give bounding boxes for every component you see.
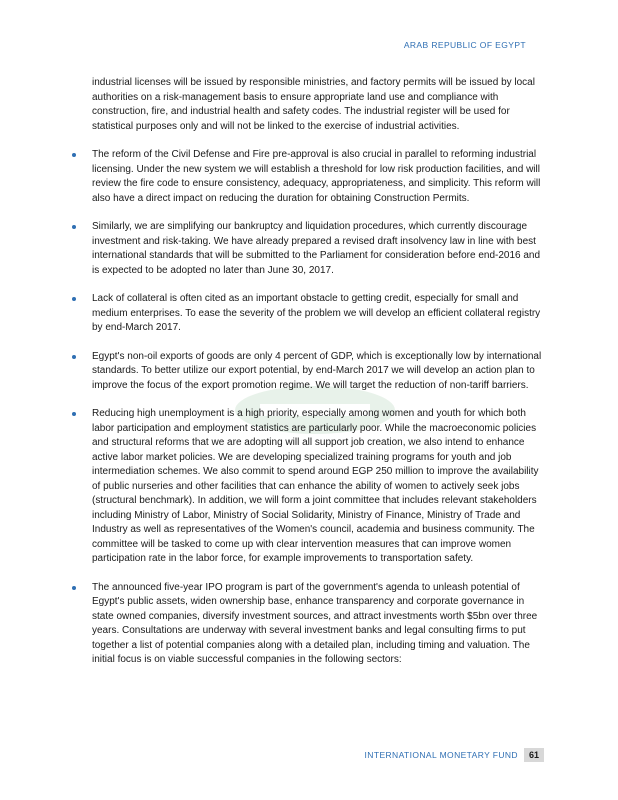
- list-item: [92, 292, 544, 336]
- footer-text: INTERNATIONAL MONETARY FUND: [364, 750, 518, 760]
- bullet-icon: [72, 153, 76, 157]
- list-item: [92, 407, 544, 567]
- page-number: 61: [524, 748, 544, 762]
- list-item: [92, 350, 544, 394]
- list-item-text: The reform of the Civil Defense and Fire pre-approval is also crucial in parallel to reforming industrial licensing. Under the new system we will establish a threshold for low risk production facilities, and will review the fire code to ensure consistency, adequacy, appropriateness, and simplicity. This reform will also have a direct impact on reducing the duration for obtaining Construction Permits.: [92, 149, 541, 204]
- bullet-icon: [72, 225, 76, 229]
- list-item: [92, 581, 544, 668]
- list-item-text: Lack of collateral is often cited as an important obstacle to getting credit, especially for small and medium enterprises. To ease the severity of the problem we will develop an efficient collateral registry by end-March 2017.: [92, 293, 541, 333]
- bullet-icon: [72, 297, 76, 301]
- page-footer: [365, 748, 544, 762]
- document-body: [92, 76, 544, 682]
- bullet-icon: [72, 355, 76, 359]
- list-item: [92, 220, 544, 278]
- list-item-text: Egypt's non-oil exports of goods are only 4 percent of GDP, which is exceptionally low by international standards. To better utilize our export potential, by end-March 2017 we will develop an action plan to improve the focus of the export promotion regime. We will target the reduction of non-tariff barriers.: [92, 350, 542, 391]
- bullet-icon: [72, 586, 76, 590]
- bullet-icon: [72, 412, 76, 416]
- intro-paragraph: industrial licenses will be issued by responsible ministries, and factory permits will be issued by local authorities on a risk-management basis to ensure appropriate land use and compliance with construction, fire, and industrial health and safety codes. The industrial register will be used for statistical purposes only and will not be linked to the exercise of industrial activities.: [92, 77, 535, 132]
- list-item-text: The announced five-year IPO program is part of the government's agenda to unleash potential of Egypt's public assets, widen ownership base, enhance transparency and corporate governance in state owned companies, diversify investment sources, and attract investments worth $5bn over three years. Consultations are underway with several investment banks and legal consulting firms to put together a list of potential companies along with a detailed plan, including timing and valuation. The initial focus is on viable successful companies in the following sectors:: [92, 581, 538, 665]
- list-item-text: Reducing high unemployment is a high priority, especially among women and youth for which both labor participation and employment statistics are particularly poor. While the macroeconomic policies and structural reforms that we are adopting will all support job creation, we also intend to enhance active labor market policies. We are developing specialized training programs for youth and job intermediation schemes. We also commit to spend around EGP 250 million to improve the availability of public nurseries and other facilities that can enhance the ability of women to actively seek jobs (structural benchmark). In addition, we will form a joint committee that includes relevant stakeholders including Ministry of Labor, Ministry of Social Solidarity, Ministry of Finance, Ministry of Trade and Industry as well as representatives of the Women's council, academia and business community. The committee will be tasked to come up with clear intervention measures that can improve women participation rate in the labor force, for example improvements to transportation safety.: [92, 408, 539, 564]
- list-item: [92, 148, 544, 206]
- running-header: ARAB REPUBLIC OF EGYPT: [403, 40, 526, 50]
- list-item-text: Similarly, we are simplifying our bankruptcy and liquidation procedures, which currently discourage investment and risk-taking. We have already prepared a revised draft insolvency law in line with best international standards that will be submitted to the Parliament for consideration before end-2016 and is expected to be adopted no later than June 30, 2017.: [92, 221, 541, 276]
